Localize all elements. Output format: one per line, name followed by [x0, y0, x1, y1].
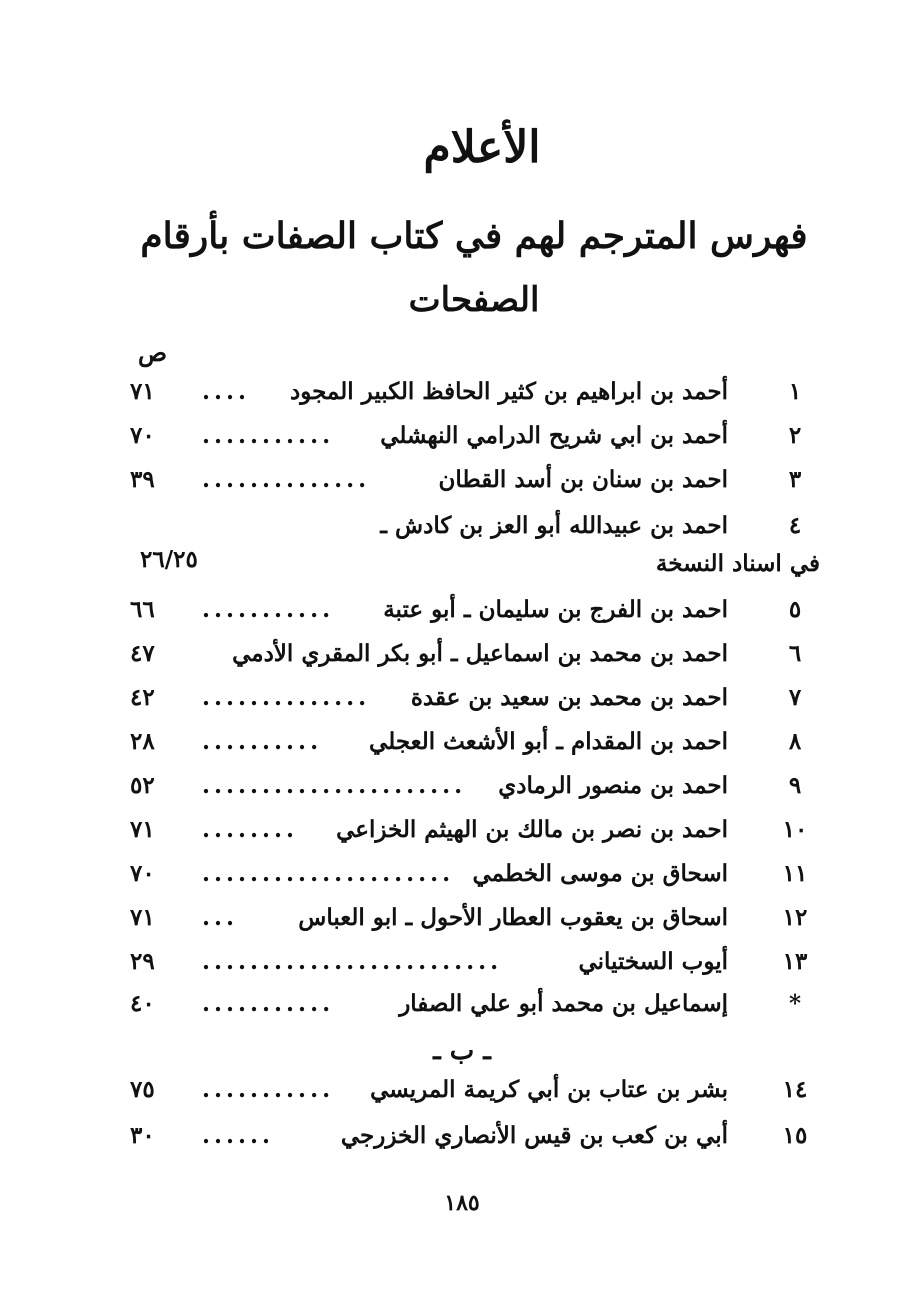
entry-number: ١٥ — [782, 1122, 808, 1149]
entry-page-ref: ٢٩ — [130, 948, 155, 975]
leader-dots: ... — [202, 904, 239, 931]
page-column-label: ص — [138, 338, 168, 367]
index-entry — [130, 378, 820, 422]
entry-number: ١١ — [782, 860, 808, 887]
section-letter-heading: ـ ب ـ — [433, 1036, 491, 1066]
entry-page-ref: ٤٠ — [130, 990, 155, 1017]
leader-dots: ...................... — [202, 772, 467, 799]
entry-page-ref: ٦٦ — [130, 596, 155, 623]
entry-page-ref: ٢٨ — [130, 728, 155, 755]
index-entry — [130, 466, 820, 510]
index-entry — [130, 640, 820, 684]
index-entry — [130, 596, 820, 640]
entry-name: احمد بن الفرج بن سليمان ـ أبو عتبة — [383, 596, 728, 623]
entry-number: ٧ — [788, 684, 802, 711]
index-entry — [130, 990, 820, 1034]
entry-name: بشر بن عتاب بن أبي كريمة المريسي — [370, 1076, 728, 1103]
entry-name: إسماعيل بن محمد أبو علي الصفار — [399, 990, 728, 1017]
entry-number: ١٤ — [782, 1076, 808, 1103]
index-entry — [130, 816, 820, 860]
leader-dots: ...... — [202, 1122, 275, 1149]
entry-number: ١ — [788, 378, 802, 405]
leader-dots: .... — [202, 378, 251, 405]
entry-name: اسحاق بن موسى الخطمي — [472, 860, 728, 887]
index-entry — [130, 860, 820, 904]
entry-number: ٣ — [788, 466, 802, 493]
entry-page-ref: ٣٠ — [130, 1122, 155, 1149]
entry-page-ref: ٧١ — [130, 904, 155, 931]
leader-dots: .......... — [202, 728, 323, 755]
entry-name: احمد بن محمد بن اسماعيل ـ أبو بكر المقري الأدمي — [232, 640, 728, 667]
entry-page-ref: ٤٧ — [130, 640, 155, 667]
page-number: ١٨٥ — [444, 1190, 480, 1216]
entry-number: ٢ — [788, 422, 802, 449]
entry-page-ref: ٧١ — [130, 378, 155, 405]
entry-page-ref: ٧٠ — [130, 422, 155, 449]
entry-name: احمد بن المقدام ـ أبو الأشعث العجلي — [369, 728, 728, 755]
entry-name: اسحاق بن يعقوب العطار الأحول ـ ابو العباس — [298, 904, 728, 931]
leader-dots: .............. — [202, 684, 371, 711]
leader-dots: ........... — [202, 1076, 335, 1103]
entry-page-ref: ٧٠ — [130, 860, 155, 887]
entry-name: احمد بن سنان بن أسد القطان — [438, 466, 728, 493]
index-subtitle-line1: فهرس المترجم لهم في كتاب الصفات بأرقام — [140, 215, 808, 257]
index-entry — [130, 1076, 820, 1120]
entry-name: احمد بن منصور الرمادي — [498, 772, 728, 799]
entry-number: * — [788, 990, 802, 1017]
entry-name: احمد بن نصر بن مالك بن الهيثم الخزاعي — [336, 816, 728, 843]
entry-number: ٤ — [788, 512, 802, 539]
entry-name: أيوب السختياني — [578, 948, 728, 975]
entry-page-ref: ٧٥ — [130, 1076, 155, 1103]
entry-number: ١٣ — [782, 948, 808, 975]
index-entry — [130, 904, 820, 948]
index-entry — [130, 948, 820, 992]
entry-page-ref: ٣٩ — [130, 466, 155, 493]
entry-name: أبي بن كعب بن قيس الأنصاري الخزرجي — [340, 1122, 728, 1149]
entry-number: ٥ — [788, 596, 802, 623]
entry-number: ٨ — [788, 728, 802, 755]
entry-name: احمد بن عبيدالله أبو العز بن كادش ـ — [380, 512, 728, 539]
entry-page-ref: ٧١ — [130, 816, 155, 843]
leader-dots: .............. — [202, 466, 371, 493]
leader-dots: ........ — [202, 816, 299, 843]
entry-page-ref: ٤٢ — [130, 684, 155, 711]
leader-dots: ..................... — [202, 860, 455, 887]
leader-dots: ......................... — [202, 948, 503, 975]
leader-dots: ........... — [202, 596, 335, 623]
entry-page-ref: ٢٦/٢٥ — [140, 546, 198, 573]
entry-name: أحمد بن ابراهيم بن كثير الحافظ الكبير المجود — [289, 378, 728, 405]
index-subtitle-line2: الصفحات — [408, 280, 540, 320]
entry-page-ref: ٥٢ — [130, 772, 155, 799]
index-entry — [130, 422, 820, 466]
index-entry — [130, 1122, 820, 1166]
entry-name: أحمد بن ابي شريح الدرامي النهشلي — [380, 422, 728, 449]
leader-dots: ........... — [202, 990, 335, 1017]
entry-name: احمد بن محمد بن سعيد بن عقدة — [410, 684, 728, 711]
index-entry — [130, 684, 820, 728]
entry-number: ١٢ — [782, 904, 808, 931]
entry-number: ٦ — [788, 640, 802, 667]
page-title: الأعلام — [423, 122, 541, 173]
index-entry — [130, 728, 820, 772]
entry-number: ١٠ — [782, 816, 808, 843]
entry-continuation: في اسناد النسخة — [655, 550, 820, 577]
index-entry — [130, 772, 820, 816]
entry-number: ٩ — [788, 772, 802, 799]
leader-dots: ........... — [202, 422, 335, 449]
